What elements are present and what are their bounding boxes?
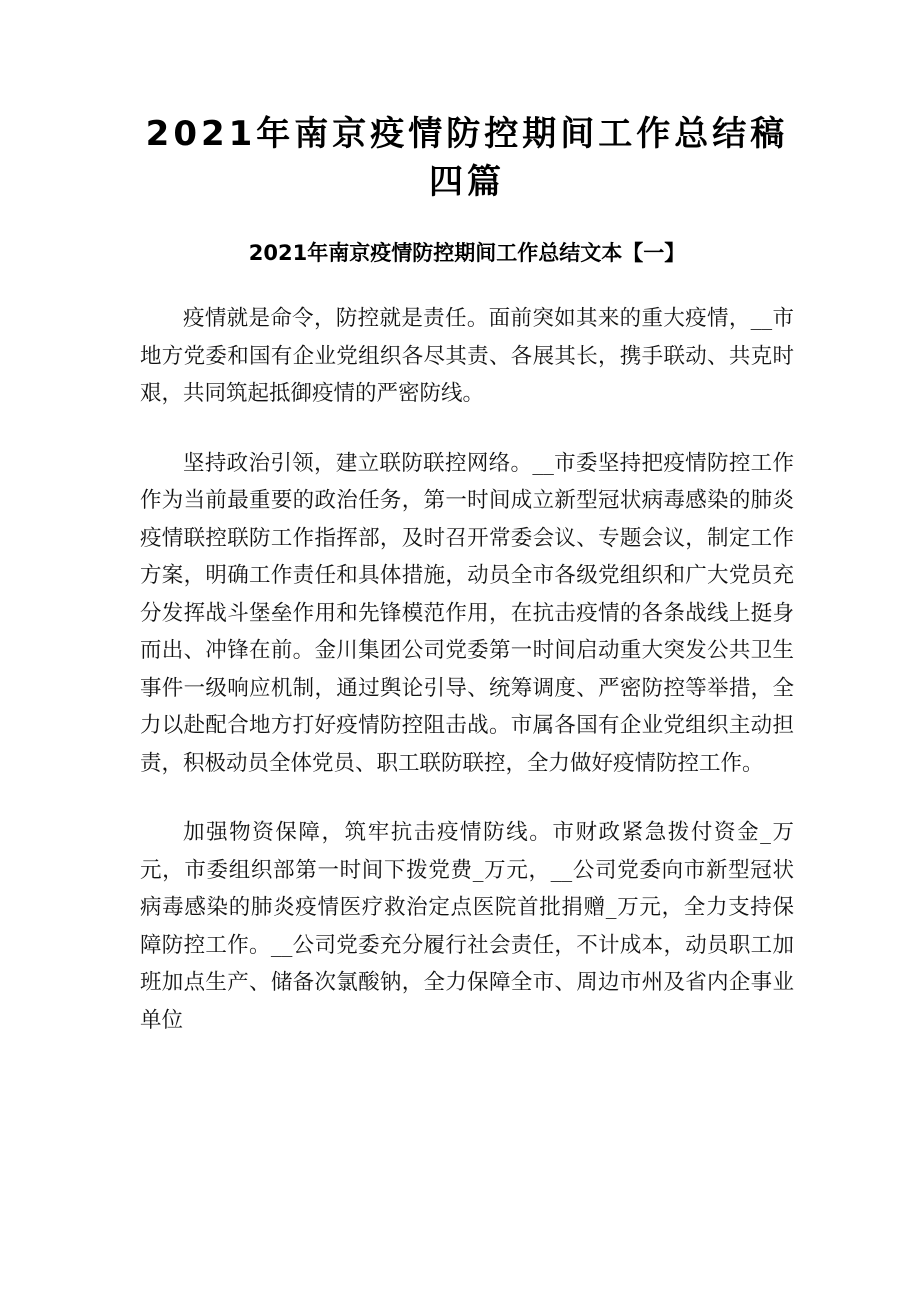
paragraph-political-leadership: 坚持政治引领，建立联防联控网络。__市委坚持把疫情防控工作作为当前最重要的政治任务，第一时间成立新型冠状病毒感染的肺炎疫情联控联防工作指挥部，及时召开常委会议、专题会议，制定工作方案，明确工作责任和具体措施，动员全市各级党组织和广大党员充分发挥战斗堡垒作用和先锋模范作用，在抗击疫情的各条战线上挺身而出、冲锋在前。金川集团公司党委第一时间启动重大突发公共卫生事件一级响应机制，通过舆论引导、统筹调度、严密防控等举措，全力以赴配合地方打好疫情防控阻击战。市属各国有企业党组织主动担责，积极动员全体党员、职工联防联控，全力做好疫情防控工作。 bbox=[140, 450, 794, 776]
paragraph-material-support: 加强物资保障，筑牢抗击疫情防线。市财政紧急拨付资金_万元，市委组织部第一时间下拨党费_万元，__公司党委向市新型冠状病毒感染的肺炎疫情医疗救治定点医院首批捐赠_万元，全力支持保障防控工作。__公司党委充分履行社会责任，不计成本，动员职工加班加点生产、储备次氯酸钠，全力保障全市、周边市州及省内企事业单位 bbox=[140, 820, 794, 1033]
document-title: 2021年南京疫情防控期间工作总结稿四篇 bbox=[145, 114, 789, 202]
section-title: 2021年南京疫情防控期间工作总结文本【一】 bbox=[248, 241, 686, 265]
paragraph-intro: 疫情就是命令，防控就是责任。面前突如其来的重大疫情，__市地方党委和国有企业党组织各尽其责、各展其长，携手联动、共克时艰，共同筑起抵御疫情的严密防线。 bbox=[140, 306, 794, 406]
